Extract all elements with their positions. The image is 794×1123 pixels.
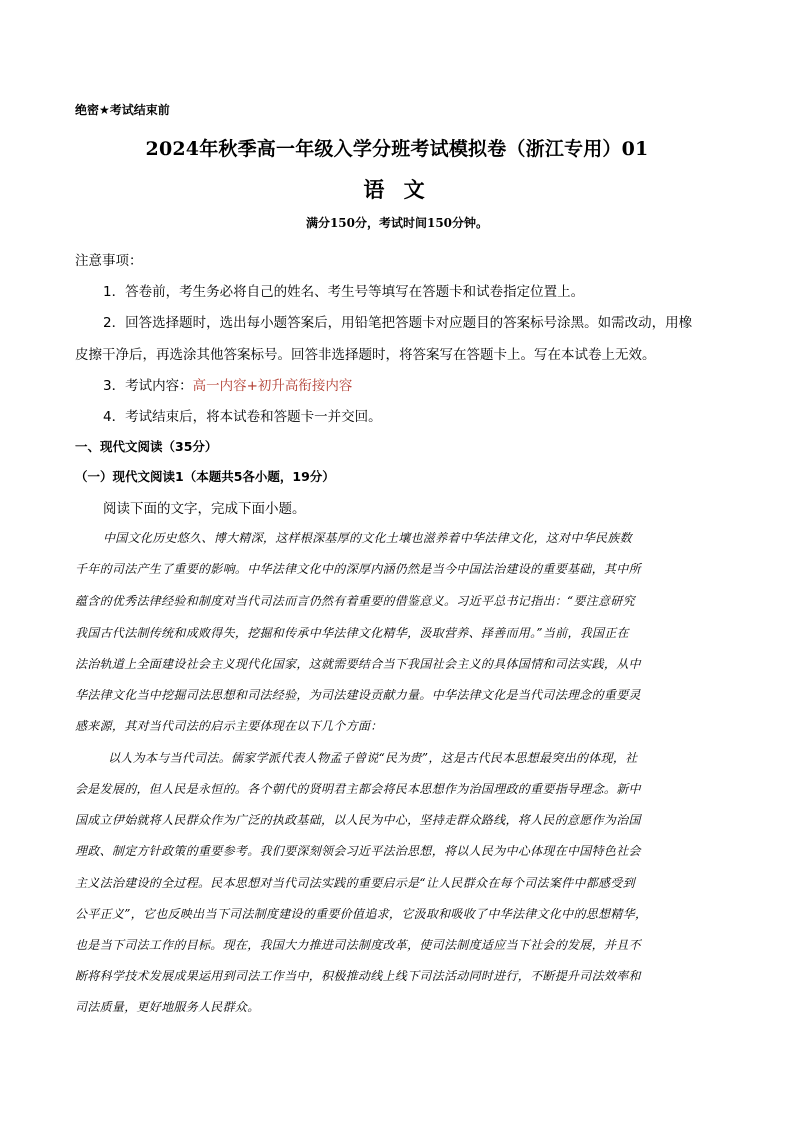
reading-instruction: 阅读下面的文字，完成下面小题。 <box>103 501 306 517</box>
exam-title: 2024年秋季高一年级入学分班考试模拟卷（浙江专用）01 <box>145 138 649 160</box>
passage-line: 法治轨道上全面建设社会主义现代化国家，这就需要结合当下我国社会主义的具体国情和司法实践，从中 <box>75 657 641 671</box>
passage-line: 理政、制定方针政策的重要参考。我们要深刻领会习近平法治思想，将以人民为中心体现在中国特色社会 <box>75 844 641 858</box>
notice-item-2-line-2: 皮擦干净后，再选涂其他答案标号。回答非选择题时，将答案写在答题卡上。写在本试卷上无效。 <box>75 347 656 363</box>
notice-item-3-prefix: 3．考试内容： <box>103 378 193 394</box>
subsection-heading: （一）现代文阅读1（本题共5各小题，19分） <box>75 469 335 484</box>
section-heading: 一、现代文阅读（35分） <box>75 439 218 454</box>
passage-line: 公平正义”，它也反映出当下司法制度建设的重要价值追求，它汲取和吸收了中华法律文化中的思想精华， <box>75 907 648 921</box>
passage-line: 感来源，其对当代司法的启示主要体现在以下几个方面： <box>75 719 383 733</box>
passage-line: 主义法治建设的全过程。民本思想对当代司法实践的重要启示是“让人民群众在每个司法案件中都感受到 <box>75 876 635 890</box>
subject-title: 语 文 <box>363 177 431 202</box>
passage-line: 国成立伊始就将人民群众作为广泛的执政基础，以人民为中心，坚持走群众路线，将人民的意愿作为治国 <box>75 813 641 827</box>
passage-line: 中国文化历史悠久、博大精深，这样根深基厚的文化土壤也滋养着中华法律文化，这对中华民族数 <box>103 531 632 545</box>
passage-line: 会是发展的，但人民是永恒的。各个朝代的贤明君主都会将民本思想作为治国理政的重要指导理念。新中 <box>75 782 641 796</box>
passage-line: 以人为本与当代司法。儒家学派代表人物孟子曾说“民为贵”，这是古代民本思想最突出的体现，社 <box>108 751 638 765</box>
notice-heading: 注意事项： <box>75 253 143 269</box>
notice-item-2-line-1: 2．回答选择题时，选出每小题答案后，用铅笔把答题卡对应题目的答案标号涂黑。如需改动，用橡 <box>103 315 693 331</box>
notice-item-4: 4．考试结束后，将本试卷和答题卡一并交回。 <box>103 409 382 425</box>
confidential-label: 绝密★考试结束前 <box>75 103 170 117</box>
passage-line: 蕴含的优秀法律经验和制度对当代司法而言仍然有着重要的借鉴意义。习近平总书记指出：“要注意研究 <box>75 594 635 608</box>
passage-line: 断将科学技术发展成果运用到司法工作当中，积极推动线上线下司法活动同时进行，不断提升司法效率和 <box>75 969 641 983</box>
passage-line: 也是当下司法工作的目标。现在，我国大力推进司法制度改革，使司法制度适应当下社会的发展，并且不 <box>75 938 641 952</box>
passage-line: 华法律文化当中挖掘司法思想和司法经验，为司法建设贡献力量。中华法律文化是当代司法理念的重要灵 <box>75 688 641 702</box>
notice-item-3 <box>103 374 352 394</box>
notice-item-3-content: 高一内容+初升高衔接内容 <box>192 378 353 394</box>
score-info: 满分150分，考试时间150分钟。 <box>305 216 489 230</box>
passage-line: 我国古代法制传统和成败得失，挖掘和传承中华法律文化精华，汲取营养、择善而用。”当前，我国正在 <box>75 626 629 640</box>
passage-line: 千年的司法产生了重要的影响。中华法律文化中的深厚内涵仍然是当今中国法治建设的重要基础，其中所 <box>75 562 641 576</box>
passage-line: 司法质量，更好地服务人民群众。 <box>75 1000 260 1014</box>
notice-item-1: 1．答卷前，考生务必将自己的姓名、考生号等填写在答题卡和试卷指定位置上。 <box>103 284 585 300</box>
